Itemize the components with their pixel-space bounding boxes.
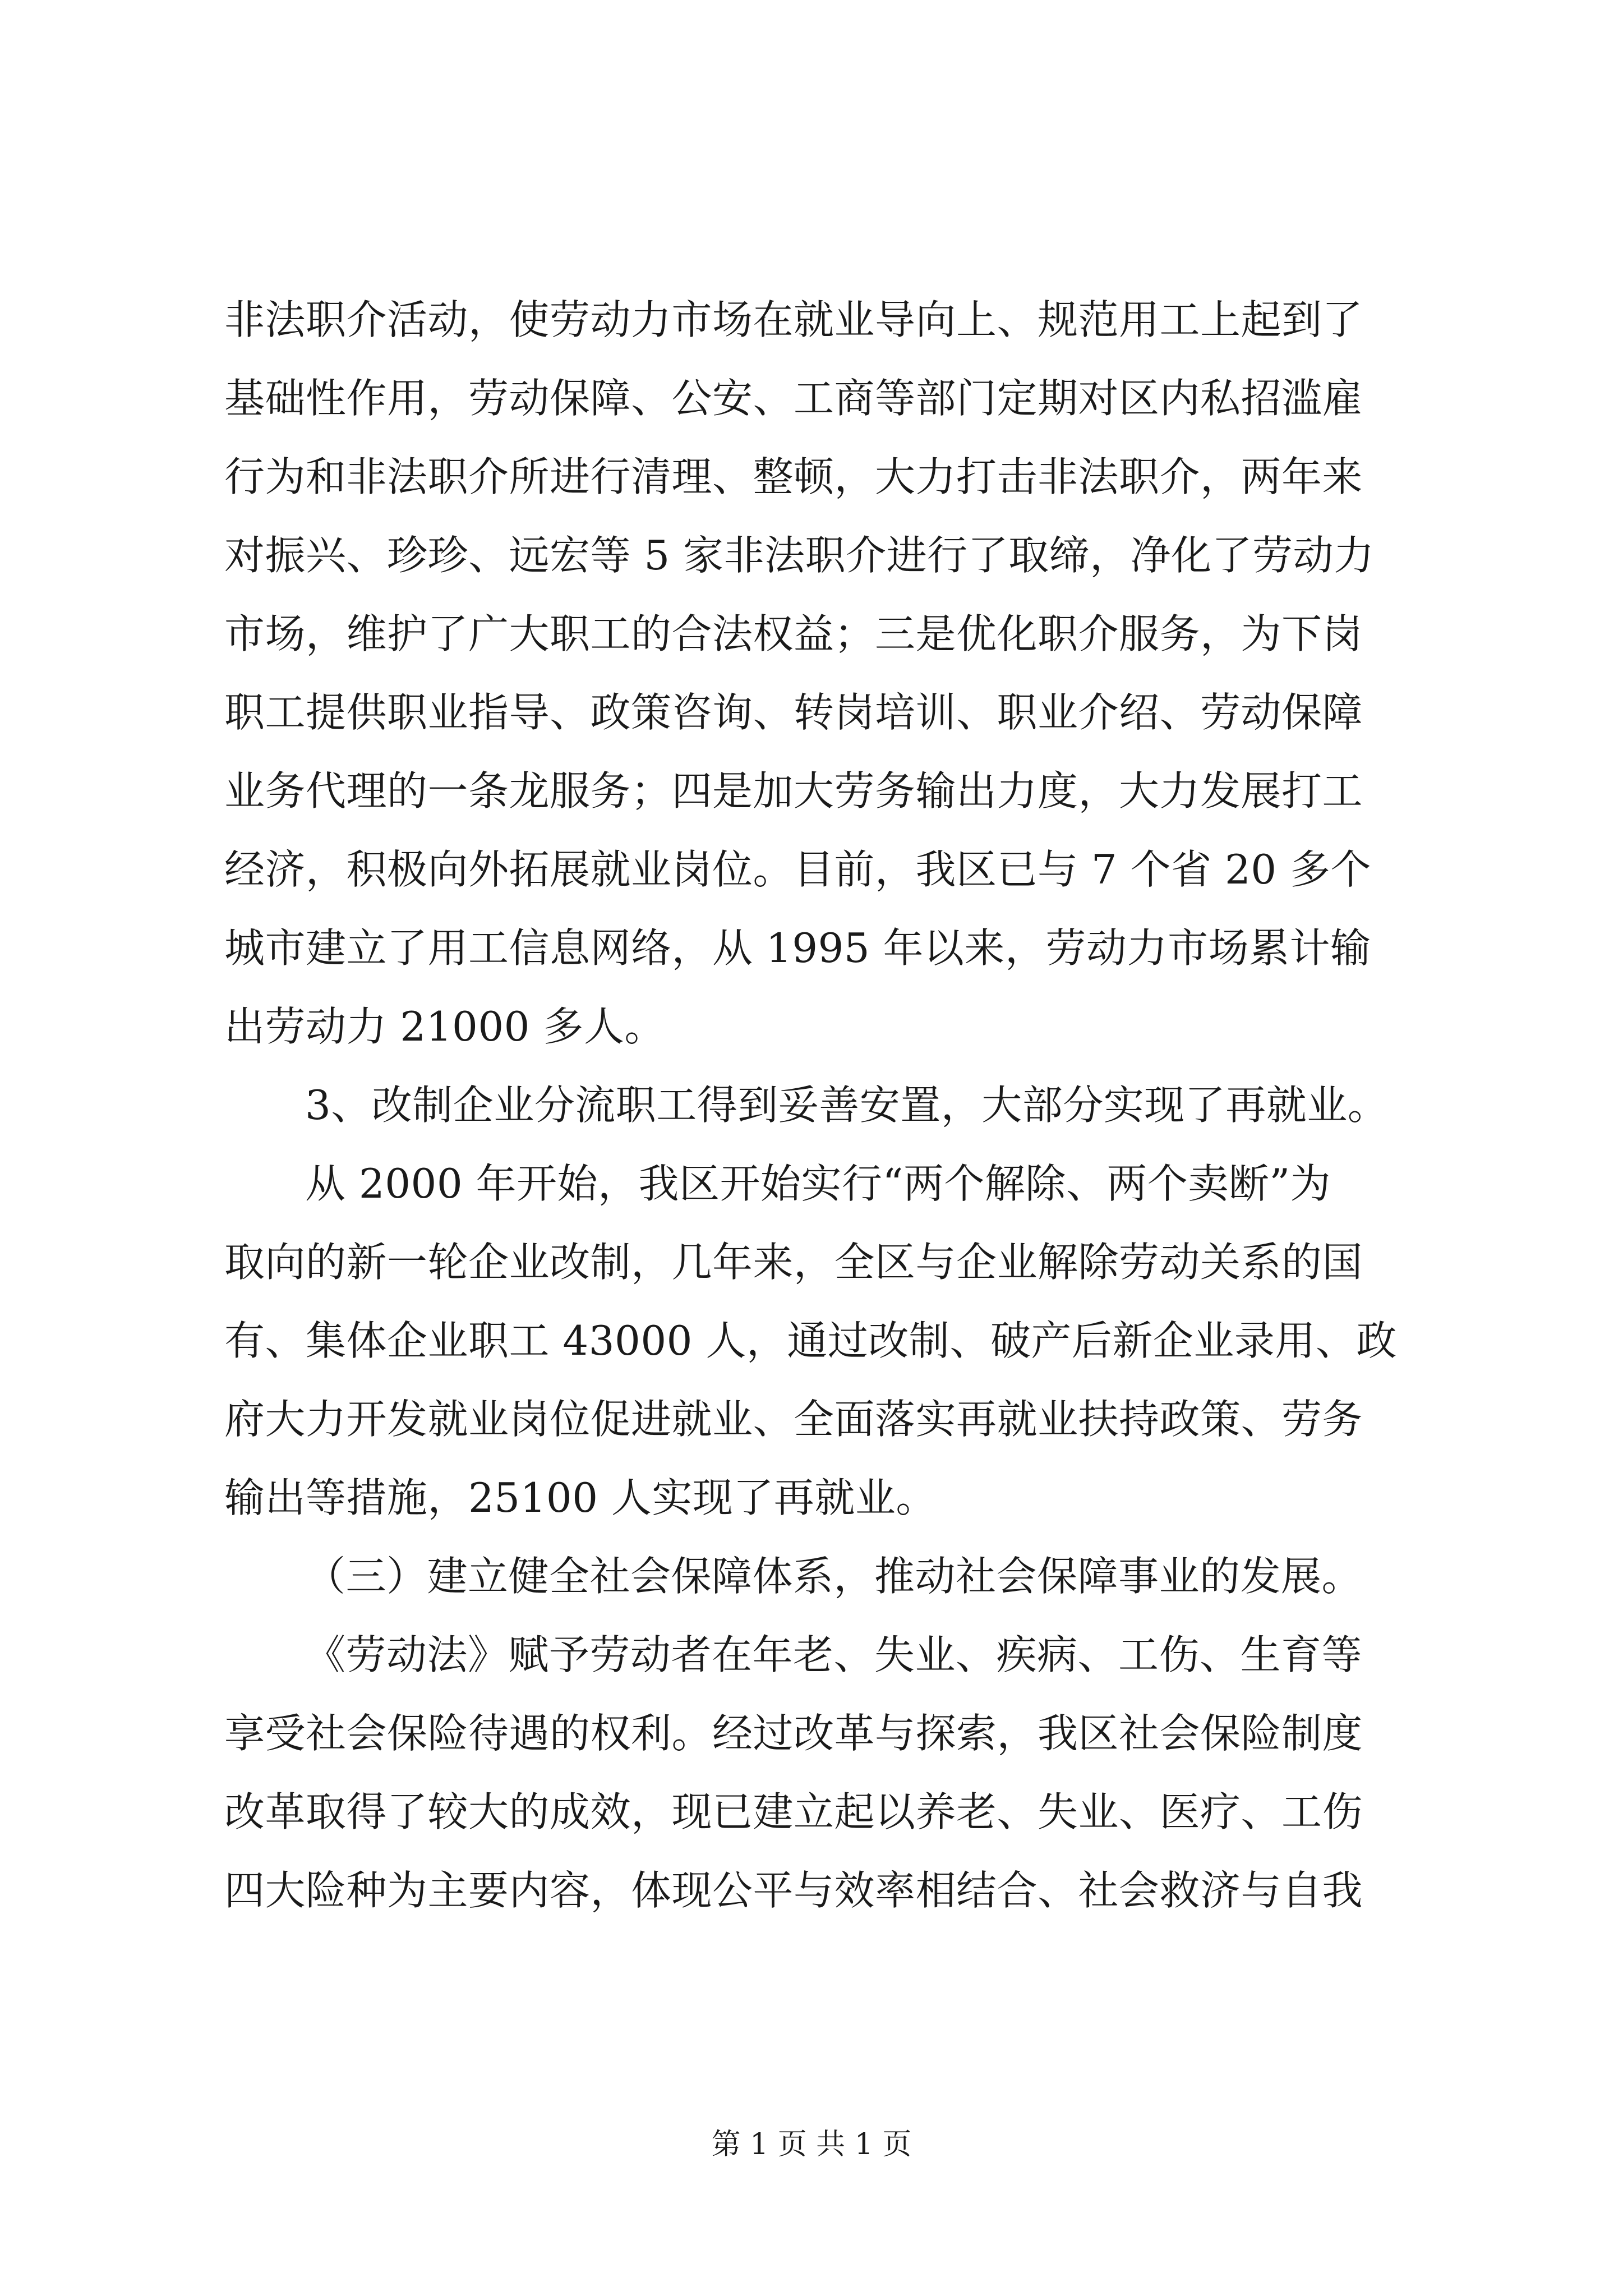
section-heading: （三）建立健全社会保障体系，推动社会保障事业的发展。 bbox=[305, 1553, 1363, 1600]
text-line: 业务代理的一条龙服务；四是加大劳务输出力度，大力发展打工 bbox=[224, 767, 1363, 815]
text-line: 市场，维护了广大职工的合法权益；三是优化职介服务，为下岗 bbox=[224, 610, 1363, 657]
document-body bbox=[224, 280, 1408, 1930]
page-footer: 第 1 页 共 1 页 bbox=[711, 2128, 912, 2161]
text-line: 改革取得了较大的成效，现已建立起以养老、失业、医疗、工伤 bbox=[224, 1788, 1363, 1835]
section-heading: 3、改制企业分流职工得到妥善安置，大部分实现了再就业。 bbox=[305, 1082, 1389, 1129]
text-line: 享受社会保险待遇的权利。经过改革与探索，我区社会保险制度 bbox=[224, 1710, 1363, 1757]
text-line: 四大险种为主要内容，体现公平与效率相结合、社会救济与自我 bbox=[224, 1867, 1363, 1914]
text-line: 行为和非法职介所进行清理、整顿，大力打击非法职介，两年来 bbox=[224, 453, 1363, 500]
text-line: 经济，积极向外拓展就业岗位。目前，我区已与 7 个省 20 多个 bbox=[224, 846, 1371, 893]
text-line: 取向的新一轮企业改制，几年来，全区与企业解除劳动关系的国 bbox=[224, 1239, 1363, 1286]
text-line: 府大力开发就业岗位促进就业、全面落实再就业扶持政策、劳务 bbox=[224, 1396, 1363, 1443]
text-line: 从 2000 年开始，我区开始实行“两个解除、两个卖断”为 bbox=[305, 1160, 1331, 1207]
text-line: 基础性作用，劳动保障、公安、工商等部门定期对区内私招滥雇 bbox=[224, 375, 1363, 422]
text-line: 城市建立了用工信息网络，从 1995 年以来，劳动力市场累计输 bbox=[224, 924, 1371, 972]
text-line: 有、集体企业职工 43000 人，通过改制、破产后新企业录用、政 bbox=[224, 1317, 1397, 1364]
text-line: 非法职介活动，使劳动力市场在就业导向上、规范用工上起到了 bbox=[224, 296, 1363, 343]
text-line: 对振兴、珍珍、远宏等 5 家非法职介进行了取缔，净化了劳动力 bbox=[224, 532, 1375, 579]
text-line: 出劳动力 21000 多人。 bbox=[224, 1003, 665, 1050]
text-line: 职工提供职业指导、政策咨询、转岗培训、职业介绍、劳动保障 bbox=[224, 689, 1363, 736]
text-line: 《劳动法》赋予劳动者在年老、失业、疾病、工伤、生育等 bbox=[305, 1631, 1363, 1678]
text-line: 输出等措施，25100 人实现了再就业。 bbox=[224, 1474, 937, 1521]
